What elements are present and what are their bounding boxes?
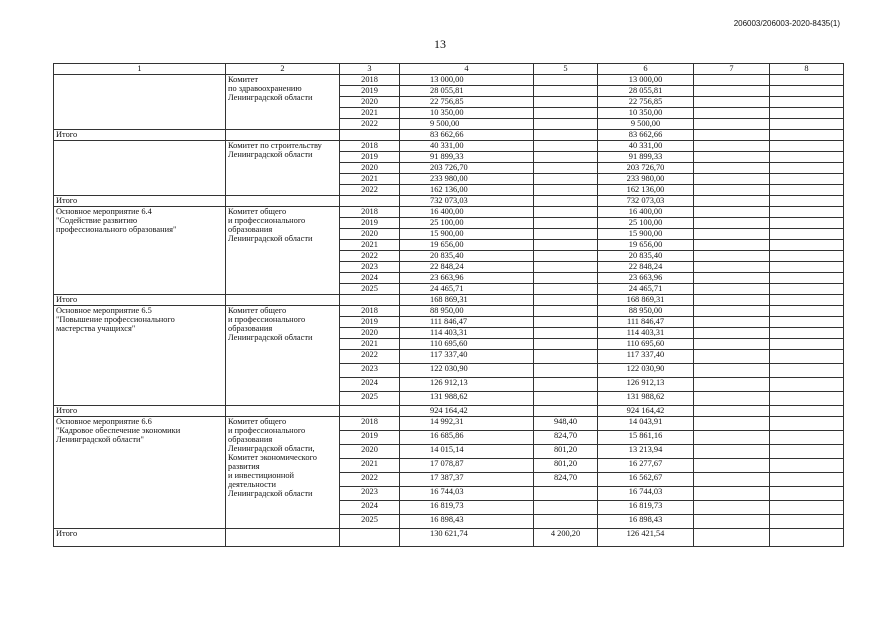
federal-budget-cell xyxy=(534,273,598,284)
regional-budget-cell: 23 663,96 xyxy=(598,273,694,284)
regional-budget-cell: 16 562,67 xyxy=(598,473,694,487)
federal-budget-cell: 4 200,20 xyxy=(534,529,598,547)
empty-cell-8 xyxy=(770,218,844,229)
event-name xyxy=(54,141,226,196)
page-number: 13 xyxy=(434,37,446,51)
empty-cell-8 xyxy=(770,251,844,262)
regional-budget-cell: 22 848,24 xyxy=(598,262,694,273)
empty-cell-7 xyxy=(694,130,770,141)
federal-budget-cell xyxy=(534,350,598,364)
empty-cell-7 xyxy=(694,431,770,445)
federal-budget-cell xyxy=(534,515,598,529)
empty-cell-8 xyxy=(770,406,844,417)
total-amount-cell: 16 685,86 xyxy=(400,431,534,445)
empty-cell-8 xyxy=(770,97,844,108)
empty-cell-7 xyxy=(694,108,770,119)
table-row xyxy=(54,306,844,317)
empty-cell-7 xyxy=(694,262,770,273)
federal-budget-cell xyxy=(534,196,598,207)
total-label: Итого xyxy=(54,529,226,547)
total-amount-cell: 13 000,00 xyxy=(400,75,534,86)
empty-cell-8 xyxy=(770,392,844,406)
empty-cell-8 xyxy=(770,240,844,251)
empty-cell-8 xyxy=(770,207,844,218)
total-amount-cell: 114 403,31 xyxy=(400,328,534,339)
total-label: Итого xyxy=(54,130,226,141)
federal-budget-cell xyxy=(534,97,598,108)
year-cell: 2020 xyxy=(340,97,400,108)
federal-budget-cell xyxy=(534,163,598,174)
empty-cell-7 xyxy=(694,185,770,196)
year-cell: 2025 xyxy=(340,515,400,529)
empty-cell-7 xyxy=(694,529,770,547)
regional-budget-cell: 168 869,31 xyxy=(598,295,694,306)
regional-budget-cell: 13 213,94 xyxy=(598,445,694,459)
column-header: 5 xyxy=(534,64,598,75)
empty-cell-8 xyxy=(770,229,844,240)
year-cell: 2024 xyxy=(340,378,400,392)
empty-cell-7 xyxy=(694,152,770,163)
year-cell: 2022 xyxy=(340,350,400,364)
year-cell: 2022 xyxy=(340,251,400,262)
empty-cell xyxy=(226,196,340,207)
empty-cell-7 xyxy=(694,317,770,328)
empty-cell-7 xyxy=(694,196,770,207)
regional-budget-cell: 162 136,00 xyxy=(598,185,694,196)
event-name: Основное мероприятие 6.4 "Содействие развитию профессионального образования" xyxy=(54,207,226,295)
total-amount-cell: 162 136,00 xyxy=(400,185,534,196)
empty-cell xyxy=(226,529,340,547)
empty-cell-8 xyxy=(770,108,844,119)
empty-cell-7 xyxy=(694,240,770,251)
year-cell: 2023 xyxy=(340,364,400,378)
column-header: 4 xyxy=(400,64,534,75)
empty-cell xyxy=(340,295,400,306)
empty-cell-8 xyxy=(770,350,844,364)
regional-budget-cell: 28 055,81 xyxy=(598,86,694,97)
year-cell: 2024 xyxy=(340,273,400,284)
year-cell: 2020 xyxy=(340,328,400,339)
total-amount-cell: 15 900,00 xyxy=(400,229,534,240)
empty-cell-7 xyxy=(694,339,770,350)
empty-cell-8 xyxy=(770,487,844,501)
federal-budget-cell xyxy=(534,317,598,328)
column-header: 2 xyxy=(226,64,340,75)
federal-budget-cell xyxy=(534,295,598,306)
federal-budget-cell xyxy=(534,152,598,163)
total-amount-cell: 22 756,85 xyxy=(400,97,534,108)
federal-budget-cell xyxy=(534,406,598,417)
federal-budget-cell xyxy=(534,207,598,218)
total-amount-cell: 732 073,03 xyxy=(400,196,534,207)
empty-cell-7 xyxy=(694,86,770,97)
total-amount-cell: 924 164,42 xyxy=(400,406,534,417)
regional-budget-cell: 88 950,00 xyxy=(598,306,694,317)
total-amount-cell: 110 695,60 xyxy=(400,339,534,350)
empty-cell-7 xyxy=(694,295,770,306)
event-name xyxy=(54,75,226,130)
table-row xyxy=(54,141,844,152)
regional-budget-cell: 16 744,03 xyxy=(598,487,694,501)
empty-cell-7 xyxy=(694,417,770,431)
total-amount-cell: 14 992,31 xyxy=(400,417,534,431)
empty-cell-8 xyxy=(770,529,844,547)
empty-cell-7 xyxy=(694,378,770,392)
regional-budget-cell: 91 899,33 xyxy=(598,152,694,163)
empty-cell-8 xyxy=(770,459,844,473)
regional-budget-cell: 13 000,00 xyxy=(598,75,694,86)
empty-cell-7 xyxy=(694,218,770,229)
regional-budget-cell: 24 465,71 xyxy=(598,284,694,295)
year-cell: 2021 xyxy=(340,174,400,185)
empty-cell-7 xyxy=(694,406,770,417)
total-amount-cell: 40 331,00 xyxy=(400,141,534,152)
total-amount-cell: 168 869,31 xyxy=(400,295,534,306)
regional-budget-cell: 203 726,70 xyxy=(598,163,694,174)
total-amount-cell: 131 988,62 xyxy=(400,392,534,406)
empty-cell-8 xyxy=(770,295,844,306)
event-name: Основное мероприятие 6.5 "Повышение профессионального мастерства учащихся" xyxy=(54,306,226,406)
empty-cell-8 xyxy=(770,174,844,185)
column-header: 1 xyxy=(54,64,226,75)
total-amount-cell: 83 662,66 xyxy=(400,130,534,141)
empty-cell-8 xyxy=(770,86,844,97)
empty-cell-8 xyxy=(770,378,844,392)
federal-budget-cell xyxy=(534,501,598,515)
federal-budget-cell xyxy=(534,185,598,196)
year-cell: 2019 xyxy=(340,218,400,229)
regional-budget-cell: 117 337,40 xyxy=(598,350,694,364)
empty-cell-7 xyxy=(694,459,770,473)
total-amount-cell: 16 898,43 xyxy=(400,515,534,529)
empty-cell xyxy=(226,295,340,306)
empty-cell-7 xyxy=(694,284,770,295)
year-cell: 2023 xyxy=(340,262,400,273)
total-row xyxy=(54,295,844,306)
year-cell: 2018 xyxy=(340,207,400,218)
federal-budget-cell xyxy=(534,378,598,392)
year-cell: 2021 xyxy=(340,339,400,350)
year-cell: 2019 xyxy=(340,86,400,97)
column-header: 3 xyxy=(340,64,400,75)
regional-budget-cell: 131 988,62 xyxy=(598,392,694,406)
empty-cell-8 xyxy=(770,119,844,130)
empty-cell xyxy=(340,130,400,141)
total-amount-cell: 16 819,73 xyxy=(400,501,534,515)
regional-budget-cell: 15 900,00 xyxy=(598,229,694,240)
empty-cell-7 xyxy=(694,163,770,174)
total-amount-cell: 111 846,47 xyxy=(400,317,534,328)
total-amount-cell: 117 337,40 xyxy=(400,350,534,364)
regional-budget-cell: 111 846,47 xyxy=(598,317,694,328)
empty-cell xyxy=(226,130,340,141)
year-cell: 2024 xyxy=(340,501,400,515)
total-amount-cell: 122 030,90 xyxy=(400,364,534,378)
empty-cell-7 xyxy=(694,487,770,501)
year-cell: 2019 xyxy=(340,152,400,163)
empty-cell-8 xyxy=(770,328,844,339)
empty-cell-8 xyxy=(770,141,844,152)
table-row xyxy=(54,207,844,218)
empty-cell-8 xyxy=(770,317,844,328)
total-row xyxy=(54,196,844,207)
empty-cell-7 xyxy=(694,364,770,378)
empty-cell-7 xyxy=(694,328,770,339)
federal-budget-cell xyxy=(534,284,598,295)
regional-budget-cell: 122 030,90 xyxy=(598,364,694,378)
table-body xyxy=(54,75,844,547)
regional-budget-cell: 233 980,00 xyxy=(598,174,694,185)
total-label: Итого xyxy=(54,295,226,306)
total-amount-cell: 17 078,87 xyxy=(400,459,534,473)
total-amount-cell: 14 015,14 xyxy=(400,445,534,459)
empty-cell-8 xyxy=(770,364,844,378)
column-header: 8 xyxy=(770,64,844,75)
federal-budget-cell xyxy=(534,328,598,339)
regional-budget-cell: 16 819,73 xyxy=(598,501,694,515)
empty-cell-7 xyxy=(694,306,770,317)
program-funding-table xyxy=(53,63,844,547)
federal-budget-cell xyxy=(534,487,598,501)
empty-cell-8 xyxy=(770,417,844,431)
federal-budget-cell: 801,20 xyxy=(534,445,598,459)
regional-budget-cell: 14 043,91 xyxy=(598,417,694,431)
regional-budget-cell: 126 421,54 xyxy=(598,529,694,547)
year-cell: 2021 xyxy=(340,459,400,473)
year-cell: 2018 xyxy=(340,75,400,86)
regional-budget-cell: 9 500,00 xyxy=(598,119,694,130)
total-amount-cell: 203 726,70 xyxy=(400,163,534,174)
empty-cell-8 xyxy=(770,284,844,295)
table-row xyxy=(54,75,844,86)
federal-budget-cell xyxy=(534,130,598,141)
executor-name: Комитет общего и профессионального образования Ленинградской области xyxy=(226,306,340,406)
total-amount-cell: 126 912,13 xyxy=(400,378,534,392)
federal-budget-cell xyxy=(534,174,598,185)
total-label: Итого xyxy=(54,196,226,207)
empty-cell-8 xyxy=(770,262,844,273)
total-amount-cell: 10 350,00 xyxy=(400,108,534,119)
regional-budget-cell: 40 331,00 xyxy=(598,141,694,152)
empty-cell-8 xyxy=(770,501,844,515)
empty-cell xyxy=(340,406,400,417)
empty-cell-7 xyxy=(694,445,770,459)
year-cell: 2021 xyxy=(340,108,400,119)
empty-cell-7 xyxy=(694,515,770,529)
federal-budget-cell xyxy=(534,392,598,406)
empty-cell-8 xyxy=(770,163,844,174)
year-cell: 2018 xyxy=(340,306,400,317)
year-cell: 2022 xyxy=(340,473,400,487)
empty-cell-7 xyxy=(694,229,770,240)
total-amount-cell: 23 663,96 xyxy=(400,273,534,284)
empty-cell-7 xyxy=(694,119,770,130)
year-cell: 2019 xyxy=(340,431,400,445)
empty-cell-8 xyxy=(770,515,844,529)
total-amount-cell: 24 465,71 xyxy=(400,284,534,295)
regional-budget-cell: 83 662,66 xyxy=(598,130,694,141)
federal-budget-cell xyxy=(534,251,598,262)
total-amount-cell: 28 055,81 xyxy=(400,86,534,97)
year-cell: 2021 xyxy=(340,240,400,251)
total-label: Итого xyxy=(54,406,226,417)
empty-cell-8 xyxy=(770,130,844,141)
event-name: Основное мероприятие 6.6 "Кадровое обеспечение экономики Ленинградской области" xyxy=(54,417,226,529)
federal-budget-cell: 824,70 xyxy=(534,431,598,445)
regional-budget-cell: 10 350,00 xyxy=(598,108,694,119)
total-amount-cell: 20 835,40 xyxy=(400,251,534,262)
total-amount-cell: 17 387,37 xyxy=(400,473,534,487)
empty-cell-8 xyxy=(770,339,844,350)
empty-cell-8 xyxy=(770,152,844,163)
federal-budget-cell: 801,20 xyxy=(534,459,598,473)
total-amount-cell: 130 621,74 xyxy=(400,529,534,547)
federal-budget-cell xyxy=(534,306,598,317)
regional-budget-cell: 126 912,13 xyxy=(598,378,694,392)
executor-name: Комитет по здравоохранению Ленинградской области xyxy=(226,75,340,130)
empty-cell xyxy=(340,196,400,207)
total-amount-cell: 22 848,24 xyxy=(400,262,534,273)
empty-cell-8 xyxy=(770,445,844,459)
empty-cell-7 xyxy=(694,273,770,284)
total-amount-cell: 233 980,00 xyxy=(400,174,534,185)
year-cell: 2019 xyxy=(340,317,400,328)
empty-cell-8 xyxy=(770,196,844,207)
executor-name: Комитет общего и профессионального образования Ленинградской области xyxy=(226,207,340,295)
year-cell: 2020 xyxy=(340,163,400,174)
total-row xyxy=(54,130,844,141)
empty-cell-8 xyxy=(770,431,844,445)
regional-budget-cell: 15 861,16 xyxy=(598,431,694,445)
empty-cell-8 xyxy=(770,306,844,317)
executor-name: Комитет общего и профессионального образования Ленинградской области, Комитет экономического развития и инвестиционной деятельности Ленинградской области xyxy=(226,417,340,529)
regional-budget-cell: 16 898,43 xyxy=(598,515,694,529)
empty-cell-7 xyxy=(694,97,770,108)
regional-budget-cell: 25 100,00 xyxy=(598,218,694,229)
empty-cell-7 xyxy=(694,350,770,364)
empty-cell-7 xyxy=(694,473,770,487)
column-header: 7 xyxy=(694,64,770,75)
total-amount-cell: 19 656,00 xyxy=(400,240,534,251)
empty-cell-7 xyxy=(694,392,770,406)
total-amount-cell: 9 500,00 xyxy=(400,119,534,130)
federal-budget-cell xyxy=(534,262,598,273)
total-amount-cell: 25 100,00 xyxy=(400,218,534,229)
federal-budget-cell xyxy=(534,141,598,152)
year-cell: 2020 xyxy=(340,229,400,240)
total-row xyxy=(54,406,844,417)
federal-budget-cell xyxy=(534,218,598,229)
regional-budget-cell: 22 756,85 xyxy=(598,97,694,108)
regional-budget-cell: 20 835,40 xyxy=(598,251,694,262)
year-cell: 2022 xyxy=(340,119,400,130)
empty-cell-8 xyxy=(770,185,844,196)
empty-cell-8 xyxy=(770,75,844,86)
empty-cell-7 xyxy=(694,501,770,515)
federal-budget-cell xyxy=(534,86,598,97)
federal-budget-cell xyxy=(534,364,598,378)
federal-budget-cell xyxy=(534,119,598,130)
total-amount-cell: 16 744,03 xyxy=(400,487,534,501)
document-id: 206003/206003-2020-8435(1) xyxy=(733,19,840,28)
empty-cell-8 xyxy=(770,273,844,284)
empty-cell-7 xyxy=(694,75,770,86)
regional-budget-cell: 16 277,67 xyxy=(598,459,694,473)
federal-budget-cell: 948,40 xyxy=(534,417,598,431)
federal-budget-cell xyxy=(534,229,598,240)
header-row xyxy=(54,64,844,75)
regional-budget-cell: 16 400,00 xyxy=(598,207,694,218)
empty-cell-7 xyxy=(694,207,770,218)
year-cell: 2018 xyxy=(340,417,400,431)
regional-budget-cell: 114 403,31 xyxy=(598,328,694,339)
federal-budget-cell xyxy=(534,240,598,251)
total-amount-cell: 88 950,00 xyxy=(400,306,534,317)
total-amount-cell: 91 899,33 xyxy=(400,152,534,163)
year-cell: 2023 xyxy=(340,487,400,501)
year-cell: 2018 xyxy=(340,141,400,152)
regional-budget-cell: 732 073,03 xyxy=(598,196,694,207)
year-cell: 2022 xyxy=(340,185,400,196)
regional-budget-cell: 110 695,60 xyxy=(598,339,694,350)
year-cell: 2025 xyxy=(340,284,400,295)
total-amount-cell: 16 400,00 xyxy=(400,207,534,218)
empty-cell-7 xyxy=(694,141,770,152)
table-row xyxy=(54,417,844,431)
year-cell: 2025 xyxy=(340,392,400,406)
empty-cell xyxy=(226,406,340,417)
column-header: 6 xyxy=(598,64,694,75)
federal-budget-cell xyxy=(534,75,598,86)
empty-cell xyxy=(340,529,400,547)
empty-cell-7 xyxy=(694,174,770,185)
regional-budget-cell: 924 164,42 xyxy=(598,406,694,417)
empty-cell-8 xyxy=(770,473,844,487)
year-cell: 2020 xyxy=(340,445,400,459)
empty-cell-7 xyxy=(694,251,770,262)
federal-budget-cell xyxy=(534,108,598,119)
regional-budget-cell: 19 656,00 xyxy=(598,240,694,251)
executor-name: Комитет по строительству Ленинградской области xyxy=(226,141,340,196)
total-row xyxy=(54,529,844,547)
federal-budget-cell xyxy=(534,339,598,350)
federal-budget-cell: 824,70 xyxy=(534,473,598,487)
